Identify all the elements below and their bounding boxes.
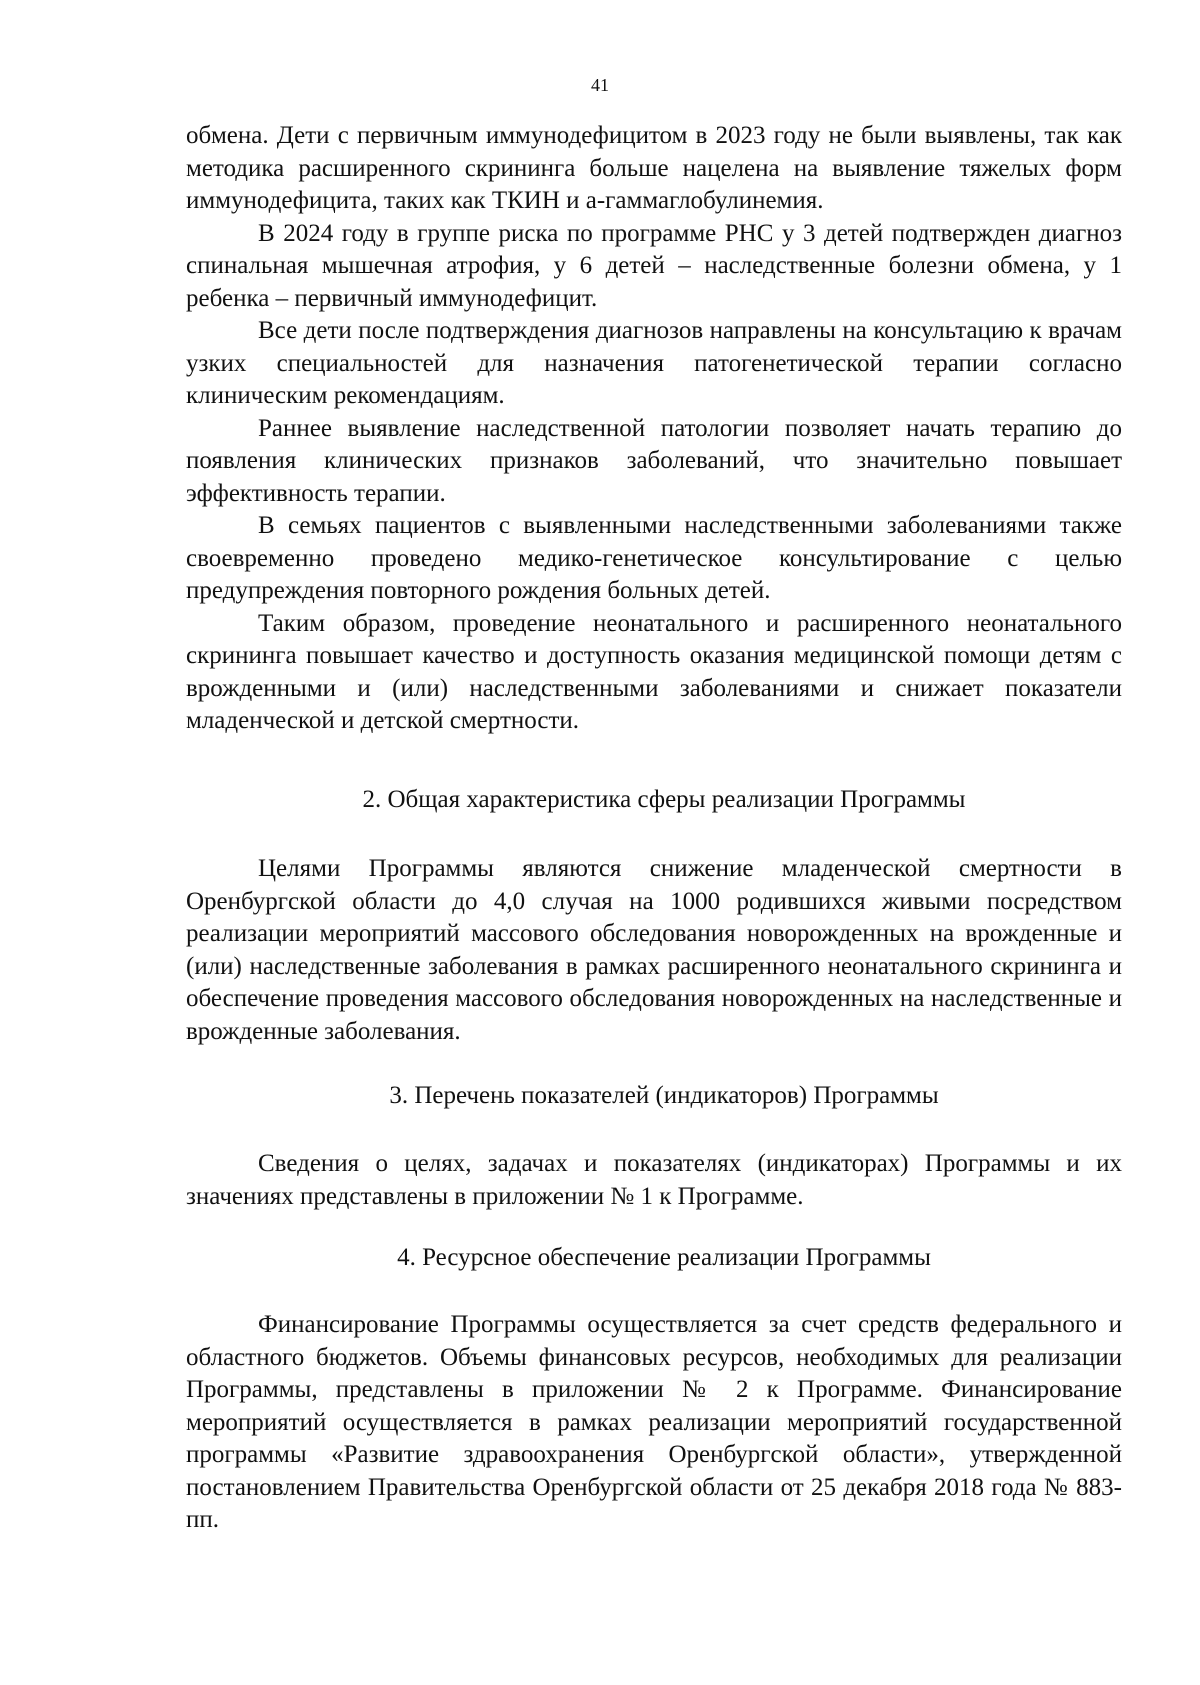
paragraph-program-goals: Целями Программы являются снижение младенческой смертности в Оренбургской области до 4,0 случая на 1000 родившихся живыми посредством реализации мероприятий массового обследования новорожденных на врожденные и (или) наследственные заболевания в рамках расширенного неонатального скрининга и обеспечение проведения массового обследования новорожденных на наследственные и врожденные заболевания. bbox=[186, 855, 1122, 1045]
paragraph-conclusion: Таким образом, проведение неонатального и расширенного неонатального скрининга повышает качество и доступность оказания медицинской помощи детям с врожденными и (или) наследственными заболеваниями и снижает показатели младенческой и детской смертности. bbox=[186, 609, 1122, 734]
paragraph-continuation: обмена. Дети с первичным иммунодефицитом в 2023 году не были выявлены, так как методика расширенного скрининга больше нацелена на выявление тяжелых форм иммунодефицита, таких как ТКИН и а-гаммаглобулинемия. bbox=[186, 122, 1122, 214]
paragraph-consultations: Все дети после подтверждения диагнозов направлены на консультацию к врачам узких специальностей для назначения патогенетической терапии согласно клиническим рекомендациям. bbox=[186, 317, 1122, 409]
paragraph-indicators: Сведения о целях, задачах и показателях (индикаторах) Программы и их значениях представлены в приложении № 1 к Программе. bbox=[186, 1150, 1122, 1210]
section-1-body bbox=[186, 120, 1122, 738]
section-2-body bbox=[186, 853, 1122, 1048]
section-3-body bbox=[186, 1148, 1122, 1213]
section-4-body bbox=[186, 1309, 1122, 1537]
paragraph-early-detection: Раннее выявление наследственной патологии позволяет начать терапию до появления клинических признаков заболеваний, что значительно повышает эффективность терапии. bbox=[186, 414, 1122, 507]
section-3-heading: 3. Перечень показателей (индикаторов) Программы bbox=[389, 1082, 939, 1109]
paragraph-2024-results: В 2024 году в группе риска по программе РНС у 3 детей подтвержден диагноз спинальная мышечная атрофия, у 6 детей – наследственные болезни обмена, у 1 ребенка – первичный иммунодефицит. bbox=[186, 219, 1122, 312]
paragraph-family-counseling: В семьях пациентов с выявленными наследственными заболеваниями также своевременно проведено медико-генетическое консультирование с целью предупреждения повторного рождения больных детей. bbox=[186, 512, 1122, 604]
section-2-heading: 2. Общая характеристика сферы реализации Программы bbox=[362, 786, 966, 813]
paragraph-financing: Финансирование Программы осуществляется за счет средств федерального и областного бюджетов. Объемы финансовых ресурсов, необходимых для реализации Программы, представлены в приложении № 2 к Программе. Финансирование мероприятий осуществляется в рамках реализации мероприятий государственной программы «Развитие здравоохранения Оренбургской области», утвержденной постановлением Правительства Оренбургской области от 25 декабря 2018 года № 883-пп. bbox=[186, 1311, 1122, 1533]
section-4-heading: 4. Ресурсное обеспечение реализации Программы bbox=[397, 1244, 931, 1271]
page-number: 41 bbox=[591, 75, 609, 95]
